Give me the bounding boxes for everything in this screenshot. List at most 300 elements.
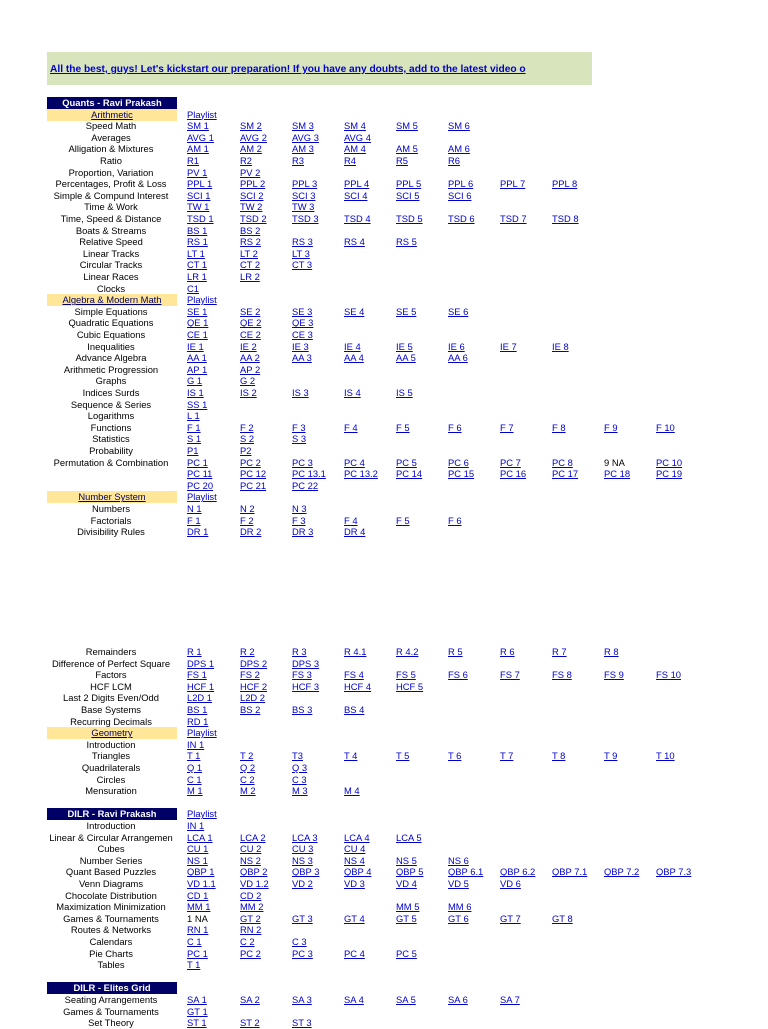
video-link[interactable]: F 9 xyxy=(604,421,618,433)
video-link[interactable]: LCA 5 xyxy=(396,831,422,843)
video-link[interactable]: PC 3 xyxy=(292,456,313,468)
video-link[interactable]: Q 2 xyxy=(240,762,256,773)
video-link[interactable]: GT 7 xyxy=(500,912,521,924)
video-link[interactable]: FS 7 xyxy=(500,669,520,681)
video-link[interactable]: CT 2 xyxy=(240,259,261,271)
video-link[interactable]: R1 xyxy=(187,155,199,166)
video-link[interactable]: LCA 2 xyxy=(240,831,266,843)
video-link[interactable]: S 1 xyxy=(187,433,202,445)
video-link[interactable]: C1 xyxy=(187,282,199,294)
video-link[interactable]: PC 21 xyxy=(240,479,267,491)
video-link[interactable]: CU 1 xyxy=(187,843,209,855)
topic-label: Relative Speed xyxy=(79,236,143,248)
video-link[interactable]: DPS 2 xyxy=(240,657,268,669)
video-link[interactable]: SA 3 xyxy=(292,994,312,1005)
video-link[interactable]: SCI 1 xyxy=(187,189,211,201)
video-link[interactable]: LR 2 xyxy=(240,271,260,282)
video-link[interactable]: R 8 xyxy=(604,646,619,657)
video-link[interactable]: FS 4 xyxy=(344,669,364,681)
video-link[interactable]: LR 1 xyxy=(187,271,207,282)
video-link[interactable]: SCI 2 xyxy=(240,189,264,201)
video-link[interactable]: SA 2 xyxy=(240,994,260,1005)
video-link[interactable]: LT 2 xyxy=(240,247,258,259)
video-link[interactable]: NS 6 xyxy=(448,854,469,866)
video-link[interactable]: QBP 6.2 xyxy=(500,866,536,878)
video-link[interactable]: PV 1 xyxy=(187,166,208,178)
video-link[interactable]: SA 4 xyxy=(344,994,364,1005)
video-link[interactable]: BS 2 xyxy=(240,224,261,236)
video-link[interactable]: VD 6 xyxy=(500,878,521,889)
video-link[interactable]: SE 4 xyxy=(344,305,365,317)
video-link[interactable]: AP 1 xyxy=(187,363,208,375)
video-link[interactable]: DR 4 xyxy=(344,526,366,538)
video-link[interactable]: IE 1 xyxy=(187,340,204,352)
video-link[interactable]: SM 2 xyxy=(240,120,262,132)
video-link[interactable]: AA 2 xyxy=(240,352,260,364)
video-link[interactable]: BS 3 xyxy=(292,704,313,715)
video-link[interactable]: L 1 xyxy=(187,410,200,422)
video-link[interactable]: AM 6 xyxy=(448,143,470,155)
video-link[interactable]: VD 1.2 xyxy=(240,878,269,889)
video-link[interactable]: IN 1 xyxy=(187,820,205,831)
video-link[interactable]: AA 6 xyxy=(448,352,468,364)
video-link[interactable]: T 8 xyxy=(552,750,566,762)
video-link[interactable]: T 9 xyxy=(604,750,618,762)
video-link[interactable]: FS 8 xyxy=(552,669,572,681)
topic-header[interactable]: Number System xyxy=(47,491,177,503)
video-link[interactable]: ST 1 xyxy=(187,1017,207,1029)
video-link[interactable]: R6 xyxy=(448,155,460,166)
video-link[interactable]: FS 2 xyxy=(240,669,260,681)
video-link[interactable]: T 6 xyxy=(448,750,462,762)
video-link[interactable]: SCI 4 xyxy=(344,189,368,201)
video-link[interactable]: VD 1.1 xyxy=(187,878,216,889)
video-link[interactable]: AA 1 xyxy=(187,352,207,364)
video-link[interactable]: R2 xyxy=(240,155,252,166)
video-link[interactable]: GT 6 xyxy=(448,912,469,924)
video-link[interactable]: N 1 xyxy=(187,503,202,514)
playlist-link[interactable]: Playlist xyxy=(187,294,217,306)
video-link[interactable]: SM 5 xyxy=(396,120,418,132)
video-link[interactable]: F 6 xyxy=(448,514,462,526)
video-link[interactable]: IS 1 xyxy=(187,387,204,398)
video-link[interactable]: RN 2 xyxy=(240,924,262,936)
video-link[interactable]: GT 3 xyxy=(292,912,313,924)
video-link[interactable]: SE 6 xyxy=(448,305,469,317)
video-link[interactable]: TW 3 xyxy=(292,201,315,213)
video-link[interactable]: BS 1 xyxy=(187,224,208,236)
video-link[interactable]: IS 3 xyxy=(292,387,309,398)
video-link[interactable]: SE 3 xyxy=(292,305,313,317)
video-link[interactable]: SM 6 xyxy=(448,120,470,132)
video-link[interactable]: GT 1 xyxy=(187,1005,208,1017)
video-link[interactable]: PC 1 xyxy=(187,456,208,468)
video-link[interactable]: F 1 xyxy=(187,421,201,433)
video-link[interactable]: PC 13.2 xyxy=(344,468,378,480)
video-link[interactable]: N 3 xyxy=(292,503,307,514)
video-link[interactable]: SA 1 xyxy=(187,994,207,1005)
video-link[interactable]: NS 1 xyxy=(187,854,208,866)
video-link[interactable]: PPL 1 xyxy=(187,178,213,190)
video-link[interactable]: IE 4 xyxy=(344,340,361,352)
video-link[interactable]: TSD 2 xyxy=(240,213,267,224)
video-link[interactable]: LCA 1 xyxy=(187,831,213,843)
video-link[interactable]: F 5 xyxy=(396,514,410,526)
video-link[interactable]: F 1 xyxy=(187,514,201,526)
video-link[interactable]: LCA 3 xyxy=(292,831,318,843)
video-link[interactable]: F 2 xyxy=(240,514,254,526)
video-link[interactable]: C 2 xyxy=(240,936,255,947)
video-link[interactable]: FS 1 xyxy=(187,669,207,681)
video-link[interactable]: F 8 xyxy=(552,421,566,433)
video-link[interactable]: SCI 6 xyxy=(448,189,472,201)
topic-label: Games & Tournaments xyxy=(63,912,159,924)
video-link[interactable]: PC 5 xyxy=(396,947,417,959)
topic-label: Boats & Streams xyxy=(75,224,147,236)
video-link[interactable]: C 1 xyxy=(187,936,202,947)
video-link[interactable]: TSD 6 xyxy=(448,213,475,224)
video-link[interactable]: R5 xyxy=(396,155,408,166)
video-link[interactable]: CE 1 xyxy=(187,329,208,340)
video-link[interactable]: CD 2 xyxy=(240,889,262,901)
video-link[interactable]: CU 3 xyxy=(292,843,314,855)
video-link[interactable]: PV 2 xyxy=(240,166,261,178)
playlist-link[interactable]: Playlist xyxy=(187,808,217,820)
video-link[interactable]: C 1 xyxy=(187,773,202,785)
video-link[interactable]: TW 2 xyxy=(240,201,263,213)
video-link[interactable]: AVG 3 xyxy=(292,131,319,143)
video-link[interactable]: TW 1 xyxy=(187,201,210,213)
video-link[interactable]: PC 22 xyxy=(292,479,319,491)
video-link[interactable]: GT 2 xyxy=(240,912,261,924)
video-link[interactable]: TSD 7 xyxy=(500,213,527,224)
video-link[interactable]: HCF 1 xyxy=(187,680,215,692)
video-link[interactable]: C 2 xyxy=(240,773,255,785)
video-link[interactable]: TSD 3 xyxy=(292,213,319,224)
video-link[interactable]: T 1 xyxy=(187,959,201,971)
video-link[interactable]: R 1 xyxy=(187,646,202,657)
video-link[interactable]: R 2 xyxy=(240,646,255,657)
video-link[interactable]: AM 3 xyxy=(292,143,314,155)
video-link[interactable]: M 3 xyxy=(292,785,308,797)
video-link[interactable]: QBP 7.2 xyxy=(604,866,640,878)
topic-label: Proportion, Variation xyxy=(68,166,154,178)
video-link[interactable]: AM 1 xyxy=(187,143,209,155)
video-link[interactable]: SM 4 xyxy=(344,120,366,132)
video-link[interactable]: P2 xyxy=(240,445,252,456)
video-link[interactable]: PC 14 xyxy=(396,468,423,480)
video-link[interactable]: T 1 xyxy=(187,750,201,762)
video-link[interactable]: R3 xyxy=(292,155,304,166)
video-link[interactable]: AVG 4 xyxy=(344,131,371,143)
video-link[interactable]: S 2 xyxy=(240,433,255,445)
video-link[interactable]: RS 3 xyxy=(292,236,313,248)
video-link[interactable]: PC 18 xyxy=(604,468,631,480)
video-link[interactable]: SA 5 xyxy=(396,994,416,1005)
video-link[interactable]: AM 2 xyxy=(240,143,262,155)
video-link[interactable]: Q 3 xyxy=(292,762,308,773)
video-link[interactable]: N 2 xyxy=(240,503,255,514)
topic-label: Remainders xyxy=(85,646,137,657)
video-link[interactable]: F 4 xyxy=(344,421,358,433)
video-link[interactable]: MM 2 xyxy=(240,901,264,913)
video-link[interactable]: F 5 xyxy=(396,421,410,433)
video-link[interactable]: SS 1 xyxy=(187,398,208,410)
video-link[interactable]: PC 19 xyxy=(656,468,683,480)
video-link[interactable]: C 3 xyxy=(292,773,307,785)
video-link[interactable]: T 5 xyxy=(396,750,410,762)
video-link[interactable]: IN 1 xyxy=(187,738,205,750)
video-link[interactable]: FS 5 xyxy=(396,669,416,681)
video-link[interactable]: QBP 1 xyxy=(187,866,215,878)
video-link[interactable]: QBP 7.3 xyxy=(656,866,692,878)
video-link[interactable]: PPL 2 xyxy=(240,178,266,190)
topic-label: Set Theory xyxy=(88,1017,134,1029)
video-link[interactable]: QBP 7.1 xyxy=(552,866,588,878)
video-link[interactable]: AP 2 xyxy=(240,363,261,375)
playlist-link[interactable]: Playlist xyxy=(187,108,217,120)
video-link[interactable]: F 6 xyxy=(448,421,462,433)
video-link[interactable]: G 1 xyxy=(187,375,203,387)
video-link[interactable]: ST 2 xyxy=(240,1017,260,1029)
video-link[interactable]: PC 13.1 xyxy=(292,468,326,480)
video-link[interactable]: PPL 8 xyxy=(552,178,578,190)
video-link[interactable]: VD 4 xyxy=(396,878,417,889)
video-link[interactable]: SE 5 xyxy=(396,305,417,317)
video-link[interactable]: RD 1 xyxy=(187,715,209,727)
video-link[interactable]: PC 15 xyxy=(448,468,475,480)
video-link[interactable]: CD 1 xyxy=(187,889,209,901)
video-link[interactable]: R 6 xyxy=(500,646,515,657)
topic-header[interactable]: Arithmetic xyxy=(47,109,177,121)
video-link[interactable]: PC 10 xyxy=(656,456,683,468)
topic-label: Averages xyxy=(91,131,131,143)
video-link[interactable]: PPL 4 xyxy=(344,178,370,190)
video-link[interactable]: CE 2 xyxy=(240,329,261,340)
video-link[interactable]: PC 17 xyxy=(552,468,579,480)
video-link[interactable]: F 4 xyxy=(344,514,358,526)
video-link[interactable]: FS 3 xyxy=(292,669,312,681)
playlist-link[interactable]: Playlist xyxy=(187,491,217,503)
video-link[interactable]: HCF 5 xyxy=(396,680,424,692)
video-link[interactable]: PC 11 xyxy=(187,468,213,480)
video-link[interactable]: RS 1 xyxy=(187,236,208,248)
video-link[interactable]: RS 2 xyxy=(240,236,261,248)
video-link[interactable]: TSD 4 xyxy=(344,213,371,224)
video-link[interactable]: PC 20 xyxy=(187,479,214,491)
video-link[interactable]: PC 16 xyxy=(500,468,527,480)
video-link[interactable]: C 3 xyxy=(292,936,307,947)
video-link[interactable]: GT 8 xyxy=(552,912,573,924)
video-link[interactable]: IE 7 xyxy=(500,340,517,352)
video-link[interactable]: QE 2 xyxy=(240,317,262,329)
video-link[interactable]: L2D 2 xyxy=(240,692,266,704)
video-link[interactable]: FS 9 xyxy=(604,669,624,681)
video-link[interactable]: R 7 xyxy=(552,646,567,657)
video-link[interactable]: AVG 1 xyxy=(187,131,214,143)
video-link[interactable]: AA 5 xyxy=(396,352,416,364)
video-link[interactable]: F 10 xyxy=(656,421,675,433)
video-link[interactable]: PPL 7 xyxy=(500,178,526,190)
video-link[interactable]: IE 8 xyxy=(552,340,569,352)
video-link[interactable]: PC 3 xyxy=(292,947,313,959)
video-link[interactable]: SA 6 xyxy=(448,994,468,1005)
video-link[interactable]: ST 3 xyxy=(292,1017,312,1029)
video-link[interactable]: T 10 xyxy=(656,750,675,762)
video-link[interactable]: VD 2 xyxy=(292,878,313,889)
video-link[interactable]: NS 3 xyxy=(292,854,313,866)
video-link[interactable]: PC 2 xyxy=(240,456,261,468)
topic-label: Divisibility Rules xyxy=(77,526,145,538)
video-link[interactable]: M 4 xyxy=(344,785,360,797)
topic-label: Venn Diagrams xyxy=(78,878,144,889)
video-link[interactable]: SM 1 xyxy=(187,120,209,132)
video-link[interactable]: RS 4 xyxy=(344,236,365,248)
video-link[interactable]: IE 5 xyxy=(396,340,413,352)
video-link[interactable]: TSD 5 xyxy=(396,213,423,224)
topic-label: Linear & Circular Arrangemen xyxy=(49,831,173,843)
video-link[interactable]: AA 4 xyxy=(344,352,364,364)
video-link[interactable]: PC 12 xyxy=(240,468,267,480)
video-link[interactable]: F 3 xyxy=(292,421,306,433)
video-link[interactable]: QBP 5 xyxy=(396,866,424,878)
video-link[interactable]: G 2 xyxy=(240,375,256,387)
video-link[interactable]: QE 3 xyxy=(292,317,314,329)
video-link[interactable]: LCA 4 xyxy=(344,831,370,843)
video-link[interactable]: T 2 xyxy=(240,750,254,762)
video-link[interactable]: GT 4 xyxy=(344,912,365,924)
video-link[interactable]: AM 5 xyxy=(396,143,418,155)
topic-label: Cubic Equations xyxy=(76,329,146,340)
topic-label: Time, Speed & Distance xyxy=(60,213,162,224)
video-link[interactable]: HCF 2 xyxy=(240,680,268,692)
video-link[interactable]: SCI 5 xyxy=(396,189,420,201)
playlist-link[interactable]: Playlist xyxy=(187,727,217,739)
video-link[interactable]: T 7 xyxy=(500,750,514,762)
video-link[interactable]: R4 xyxy=(344,155,356,166)
video-link[interactable]: LT 3 xyxy=(292,247,310,259)
video-link[interactable]: CU 2 xyxy=(240,843,262,855)
video-link[interactable]: RS 5 xyxy=(396,236,417,248)
video-link[interactable]: SE 2 xyxy=(240,305,261,317)
video-link[interactable]: DPS 1 xyxy=(187,657,215,669)
video-link[interactable]: QBP 4 xyxy=(344,866,372,878)
video-link[interactable]: FS 6 xyxy=(448,669,468,681)
video-link[interactable]: F 7 xyxy=(500,421,514,433)
video-link[interactable]: PC 4 xyxy=(344,947,365,959)
video-link[interactable]: DR 2 xyxy=(240,526,262,538)
topic-label: HCF LCM xyxy=(90,680,132,692)
video-link[interactable]: SM 3 xyxy=(292,120,314,132)
video-link[interactable]: IE 6 xyxy=(448,340,465,352)
video-link[interactable]: R 4.2 xyxy=(396,646,419,657)
video-link[interactable]: M 1 xyxy=(187,785,203,797)
video-link[interactable]: HCF 4 xyxy=(344,680,372,692)
video-link[interactable]: SE 1 xyxy=(187,305,208,317)
video-link[interactable]: DR 1 xyxy=(187,526,209,538)
video-link[interactable]: VD 3 xyxy=(344,878,365,889)
video-link[interactable]: PC 4 xyxy=(344,456,365,468)
video-link[interactable]: IS 4 xyxy=(344,387,361,398)
video-link[interactable]: GT 5 xyxy=(396,912,417,924)
topic-label: Base Systems xyxy=(81,704,141,715)
video-link[interactable]: PPL 3 xyxy=(292,178,318,190)
video-link[interactable]: NS 2 xyxy=(240,854,261,866)
video-link[interactable]: L2D 1 xyxy=(187,692,213,704)
video-link[interactable]: CU 4 xyxy=(344,843,366,855)
video-link[interactable]: IS 2 xyxy=(240,387,257,398)
video-link[interactable]: PC 6 xyxy=(448,456,469,468)
video-link[interactable]: P1 xyxy=(187,445,199,456)
video-link[interactable]: F 3 xyxy=(292,514,306,526)
video-link[interactable]: S 3 xyxy=(292,433,307,445)
video-link[interactable]: T 4 xyxy=(344,750,358,762)
video-link[interactable]: T3 xyxy=(292,750,303,762)
video-link[interactable]: QBP 6.1 xyxy=(448,866,484,878)
video-link[interactable]: QE 1 xyxy=(187,317,209,329)
topic-header[interactable]: Algebra & Modern Math xyxy=(47,294,177,306)
video-link[interactable]: Q 1 xyxy=(187,762,203,773)
video-link[interactable]: BS 1 xyxy=(187,704,208,715)
video-link[interactable]: M 2 xyxy=(240,785,256,797)
video-link[interactable]: FS 10 xyxy=(656,669,682,681)
video-link[interactable]: PC 2 xyxy=(240,947,261,959)
video-link[interactable]: IE 2 xyxy=(240,340,257,352)
video-link[interactable]: SA 7 xyxy=(500,994,520,1005)
topic-label: Seating Arrangements xyxy=(64,994,158,1005)
topic-header[interactable]: Geometry xyxy=(47,727,177,739)
announcement-link[interactable]: All the best, guys! Let's kickstart our preparation! If you have any doubts, add to the latest video o xyxy=(50,64,526,75)
video-link[interactable]: BS 4 xyxy=(344,704,365,715)
video-link[interactable]: VD 5 xyxy=(448,878,469,889)
video-link[interactable]: F 2 xyxy=(240,421,254,433)
video-link[interactable]: PC 7 xyxy=(500,456,521,468)
video-link[interactable]: SCI 3 xyxy=(292,189,316,201)
video-link[interactable]: IE 3 xyxy=(292,340,309,352)
video-link[interactable]: R 4.1 xyxy=(344,646,367,657)
video-link[interactable]: BS 2 xyxy=(240,704,261,715)
video-link[interactable]: MM 6 xyxy=(448,901,472,913)
video-link[interactable]: QBP 2 xyxy=(240,866,268,878)
video-link[interactable]: LT 1 xyxy=(187,247,205,259)
video-link[interactable]: MM 1 xyxy=(187,901,211,913)
video-link[interactable]: R 3 xyxy=(292,646,307,657)
video-link[interactable]: TSD 1 xyxy=(187,213,214,224)
video-link[interactable]: NS 5 xyxy=(396,854,417,866)
video-link[interactable]: PPL 6 xyxy=(448,178,474,190)
video-link[interactable]: AA 3 xyxy=(292,352,312,364)
video-link[interactable]: CE 3 xyxy=(292,329,313,340)
video-link[interactable]: PC 5 xyxy=(396,456,417,468)
video-link[interactable]: NS 4 xyxy=(344,854,365,866)
video-link[interactable]: DPS 3 xyxy=(292,657,320,669)
video-link[interactable]: MM 5 xyxy=(396,901,420,913)
video-link[interactable]: IS 5 xyxy=(396,387,413,398)
video-link[interactable]: CT 3 xyxy=(292,259,313,271)
video-link[interactable]: RN 1 xyxy=(187,924,209,936)
video-link[interactable]: QBP 3 xyxy=(292,866,320,878)
video-link[interactable]: AVG 2 xyxy=(240,131,267,143)
video-link[interactable]: DR 3 xyxy=(292,526,314,538)
video-link[interactable]: TSD 8 xyxy=(552,213,579,224)
video-link[interactable]: PPL 5 xyxy=(396,178,422,190)
video-link[interactable]: AM 4 xyxy=(344,143,366,155)
video-link[interactable]: CT 1 xyxy=(187,259,208,271)
video-link[interactable]: PC 1 xyxy=(187,947,208,959)
video-link[interactable]: PC 8 xyxy=(552,456,573,468)
video-link[interactable]: HCF 3 xyxy=(292,680,320,692)
video-link[interactable]: R 5 xyxy=(448,646,463,657)
